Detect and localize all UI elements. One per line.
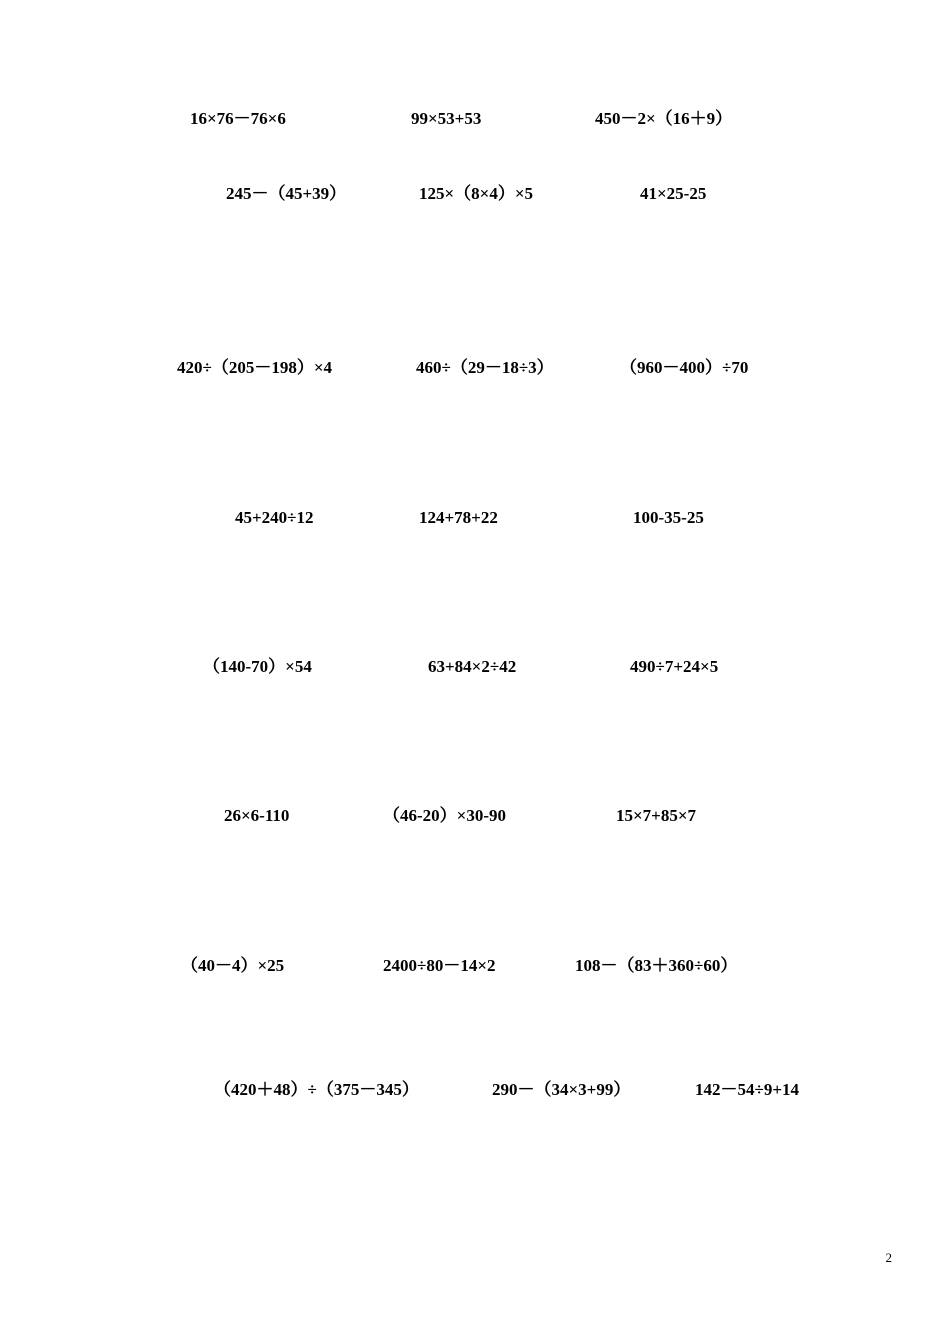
page-number: 2: [885, 1250, 892, 1265]
problem-r5-c1: （140-70）×54: [203, 657, 312, 676]
problem-r1-c2: 99×53+53: [411, 109, 482, 128]
problem-r4-c3: 100-35-25: [633, 508, 704, 527]
problem-r4-c2: 124+78+22: [419, 508, 498, 527]
problem-r1-c3: 450－2×（16＋9）: [595, 109, 733, 128]
problem-r7-c1: （40－4）×25: [181, 956, 285, 975]
problem-r3-c2: 460÷（29－18÷3）: [416, 358, 554, 377]
problem-r6-c1: 26×6-110: [224, 806, 290, 825]
problem-r5-c2: 63+84×2÷42: [428, 657, 517, 676]
problem-r3-c3: （960－400）÷70: [620, 358, 749, 377]
problem-r2-c3: 41×25-25: [640, 184, 707, 203]
problem-r5-c3: 490÷7+24×5: [630, 657, 719, 676]
problem-r4-c1: 45+240÷12: [235, 508, 314, 527]
problem-r8-c3: 142－54÷9+14: [695, 1080, 800, 1099]
problem-r1-c1: 16×76－76×6: [190, 109, 286, 128]
problem-r6-c2: （46-20）×30-90: [383, 806, 507, 825]
problem-r7-c3: 108－（83＋360÷60）: [575, 956, 738, 975]
problem-r7-c2: 2400÷80－14×2: [383, 956, 496, 975]
problem-r6-c3: 15×7+85×7: [616, 806, 697, 825]
problem-r2-c2: 125×（8×4）×5: [419, 184, 534, 203]
problem-r8-c1: （420＋48）÷（375－345）: [214, 1080, 419, 1099]
problem-r8-c2: 290－（34×3+99）: [492, 1080, 631, 1099]
problem-r3-c1: 420÷（205－198）×4: [177, 358, 333, 377]
problem-r2-c1: 245－（45+39）: [226, 184, 347, 203]
